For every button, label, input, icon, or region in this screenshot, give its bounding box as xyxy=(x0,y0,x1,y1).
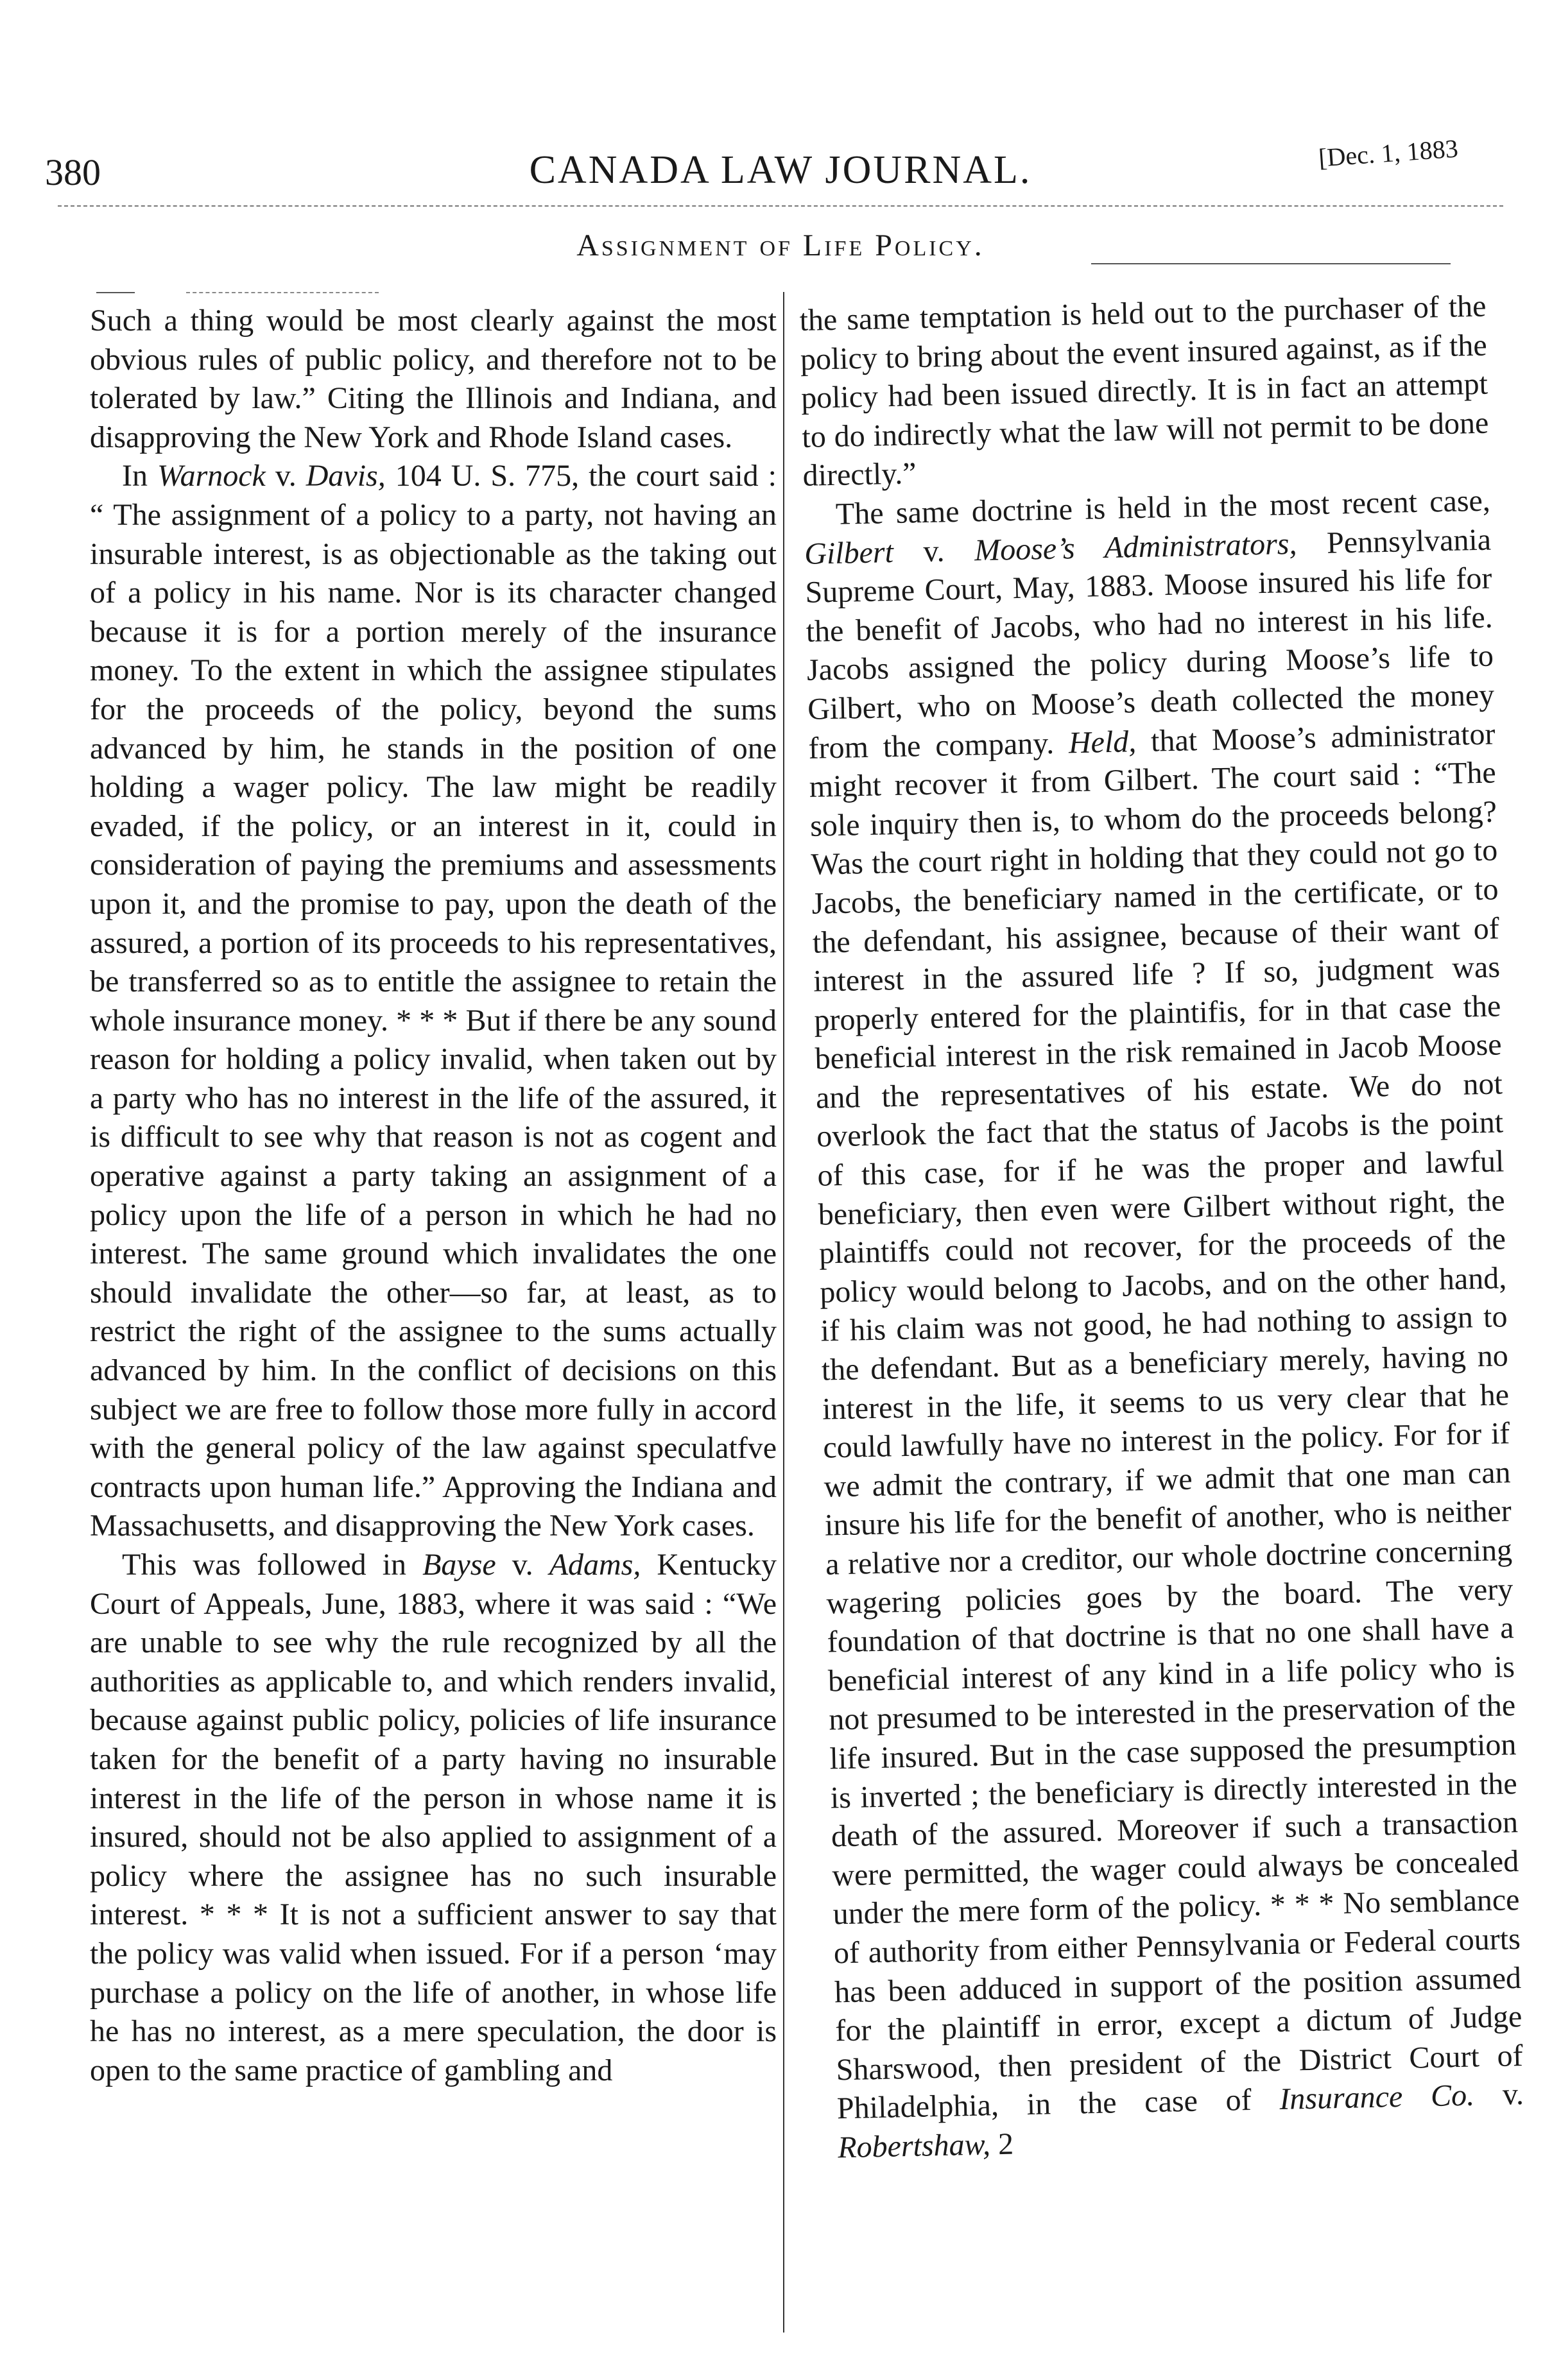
case-name: Davis, xyxy=(306,459,386,493)
case-name: Bayse xyxy=(422,1548,496,1582)
issue-date: [Dec. 1, 1883 xyxy=(1317,133,1460,173)
text-run: This was followed in xyxy=(122,1548,423,1582)
left-rule-dashed xyxy=(186,292,379,293)
left-column xyxy=(90,302,777,2342)
paragraph xyxy=(90,1546,777,2090)
case-name: Moose’s Administrators, xyxy=(974,526,1297,567)
journal-title: CANADA LAW JOURNAL. xyxy=(529,148,1032,192)
column-divider xyxy=(783,292,784,2333)
text-run: The same doctrine is held in the most recent case, xyxy=(835,483,1491,531)
case-name: Insurance Co. xyxy=(1279,2078,1475,2117)
case-name: Warnock xyxy=(157,459,266,493)
held-label: Held, xyxy=(1068,724,1137,760)
text-run: Kentucky Court of Appeals, June, 1883, where it was said : “We are unable to see why the rule recognized by all the authorities as applicable to, and which renders invalid, because against public policy, policies of life insurance taken for the benefit of a party having no insurable interest in the life of the person in whose name it is insured, should not be also applied to assignment of a policy where the assignee has no such insurable interest. * * * It is not a sufficient answer to say that the policy was valid when issued. For if a person ‘may purchase a policy on the life of another, in whose life he has no interest, as a mere speculation, the door is open to the same practice of gambling and xyxy=(90,1548,777,2087)
text-run: v. xyxy=(265,459,306,493)
case-name: Adams, xyxy=(549,1548,641,1582)
text-run: v. xyxy=(496,1548,549,1582)
paragraph xyxy=(803,481,1524,2167)
text-run: that Moose’s administrator might recover it from Gilbert. The court said : “The sole inquiry then is, to whom do the proceeds belong? Was the court right in holding that they could not go to Jacobs, the beneficiary named in the certificate, or to the defendant, his assignee, because of their want of interest in the assured life ? If so, judgment was properly entered for the plaintifis, for in that case the beneficial interest in the risk remained in Jacob Moose and the representatives of his estate. We do not overlook the fact that the status of Jacobs is the point of this case, for if he was the proper and lawful beneficiary, then even were Gilbert without right, the plaintiffs could not recover, for the proceeds of the policy would belong to Jacobs, and on the other hand, if his claim was not good, he had nothing to assign to the defendant. But as a beneficiary merely, having no interest in the life, it seems to us very clear that he could lawfully have no interest in the policy. For for if we admit the contrary, if we admit that one man can insure his life for the benefit of another, who is neither a relative nor a creditor, our whole doctrine concerning wagering policies goes by the board. The very foundation of that doctrine is that no one shall have a beneficial interest of any kind in a life policy who is not presumed to be interested in the preservation of the life insured. But in the case supposed the presumption is inverted ; the beneficiary is directly interested in the death of the assured. Moreover if such a transaction were permitted, the wager could always be concealed under the mere form of the policy. * * * No semblance of authority from either Pennsylvania or Federal courts has been adduced in support of the position assumed for the plaintiff in error, except a dictum of Judge Sharswood, then president of the District Court of Philadelphia, in the case of xyxy=(809,716,1524,2126)
paragraph xyxy=(90,457,777,1546)
left-rule xyxy=(96,292,135,293)
header-rule xyxy=(58,205,1503,207)
text-run: v. xyxy=(893,533,975,569)
page-number: 380 xyxy=(45,151,101,193)
text-run: In xyxy=(122,459,157,493)
section-title: Assignment of Life Policy. xyxy=(576,228,985,262)
text-run: v. xyxy=(1474,2077,1524,2112)
case-name: Robertshaw, xyxy=(837,2127,991,2165)
case-name: Gilbert xyxy=(804,535,894,571)
text-run: Pennsylvania Supreme Court, May, 1883. Moose insured his life for the benefit of Jacobs, who had no interest in his life. Jacobs assigned the policy during Moose’s life to Gilbert, who on Moose’s death collected the money from the company. xyxy=(804,522,1495,766)
right-column xyxy=(799,287,1528,2342)
paragraph: Such a thing would be most clearly against the most obvious rules of public policy, and therefore not to be tolerated by law.” Citing the Illinois and Indiana, and disapproving the New York and Rhode Island cases. xyxy=(90,304,777,454)
text-run: 104 U. S. 775, the court said : “ The assignment of a policy to a party, not having an insurable interest, is as objectionable as the taking out of a policy in his name. Nor is its character changed because it is for a portion merely of the insurance money. To the extent in which the assignee stipulates for the proceeds of the policy, beyond the sums advanced by him, he stands in the position of one holding a wager policy. The law might be readily evaded, if the policy, or an interest in it, could in consideration of paying the premiums and assessments upon it, and the promise to pay, upon the death of the assured, a portion of its proceeds to his representatives, be transferred so as to entitle the assignee to retain the whole insurance money. * * * But if there be any sound reason for holding a policy invalid, when taken out by a party who has no interest in the life of the assured, it is difficult to see why that reason is not as cogent and operative against a party taking an assignment of a policy upon the life of a person in which he had no interest. The same ground which invalidates the one should invalidate the other—so far, at least, as to restrict the right of the assignee to the sums actually advanced by him. In the conflict of decisions on this subject we are free to follow those more fully in accord with the general policy of the law against speculatfve contracts upon human life.” Approving the Indiana and Massachusetts, and disapproving the New York cases. xyxy=(90,459,777,1543)
section-rule xyxy=(1091,263,1451,264)
text-run: 2 xyxy=(990,2127,1014,2162)
paragraph: the same temptation is held out to the purchaser of the policy to bring about the event insured against, as if the policy had been issued directly. It is in fact an attempt to do indirectly what the law will not permit to be done directly.” xyxy=(799,289,1489,493)
page-header xyxy=(0,0,1561,199)
